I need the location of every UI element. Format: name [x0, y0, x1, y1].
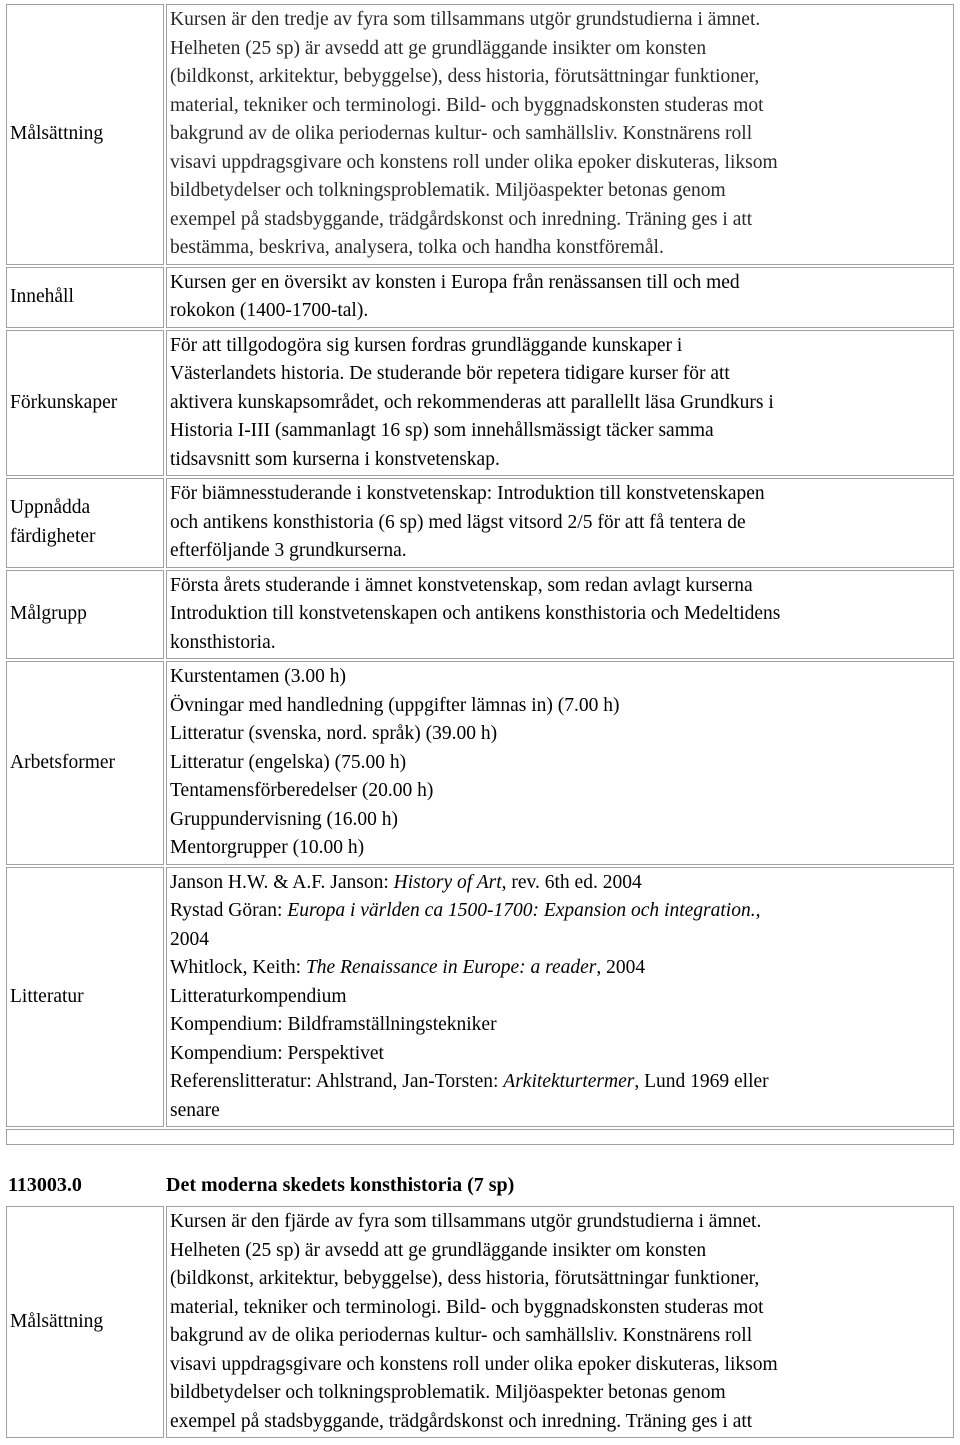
- text-line: Introduktion till konstvetenskapen och antikens konsthistoria och Medeltidens: [170, 603, 781, 624]
- course-title: Det moderna skedets konsthistoria (7 sp): [166, 1174, 515, 1196]
- reference-line: Whitlock, Keith: The Renaissance in Europe: a reader, 2004: [170, 957, 646, 978]
- text-line: Kursen är den tredje av fyra som tillsammans utgör grundstudierna i ämnet.: [170, 9, 761, 30]
- row-content: [166, 570, 954, 660]
- reference-line: Kompendium: Bildframställningstekniker: [170, 1014, 497, 1035]
- reference-line: Referenslitteratur: Ahlstrand, Jan-Torsten: Arkitekturtermer, Lund 1969 eller: [170, 1071, 769, 1092]
- row-label: [6, 478, 164, 568]
- text-line: Kurstentamen (3.00 h): [170, 666, 346, 687]
- text-line: Kursen är den fjärde av fyra som tillsammans utgör grundstudierna i ämnet.: [170, 1211, 762, 1232]
- reference-line: Janson H.W. & A.F. Janson: History of Art, rev. 6th ed. 2004: [170, 871, 642, 893]
- label-line: färdigheter: [10, 525, 96, 547]
- row-content: [166, 330, 954, 477]
- text-line: material, tekniker och terminologi. Bild- och byggnadskonsten studeras mot: [170, 94, 764, 116]
- row-litteratur: [6, 867, 954, 1128]
- text-line: Första årets studerande i ämnet konstvetenskap, som redan avlagt kurserna: [170, 574, 753, 596]
- text-line: visavi uppdragsgivare och konstens roll under olika epoker diskuteras, liksom: [170, 151, 778, 173]
- text-line: aktivera kunskapsområdet, och rekommenderas att parallellt läsa Grundkurs i: [170, 391, 774, 413]
- row-content: [166, 1206, 954, 1438]
- row-malgrupp: [6, 570, 954, 660]
- row-label: Arbetsformer: [6, 661, 164, 865]
- row-content: [166, 478, 954, 568]
- text-line: bildbetydelser och tolkningsproblematik. Miljöaspekter betonas genom: [170, 1382, 726, 1403]
- row-label: Målgrupp: [6, 570, 164, 660]
- text-line: Litteratur (svenska, nord. språk) (39.00 h): [170, 723, 498, 744]
- reference-line: senare: [170, 1099, 220, 1121]
- text-line: och antikens konsthistoria (6 sp) med lägst vitsord 2/5 för att få tentera de: [170, 511, 746, 533]
- empty-cell: [6, 1129, 954, 1145]
- text-line: efterföljande 3 grundkurserna.: [170, 540, 407, 561]
- text-line: exempel på stadsbyggande, trädgårdskonst och inredning. Träning ges i att: [170, 208, 753, 230]
- text-line: För biämnesstuderande i konstvetenskap: Introduktion till konstvetenskapen: [170, 483, 765, 504]
- text-line: Helheten (25 sp) är avsedd att ge grundläggande insikter om konsten: [170, 1239, 707, 1261]
- text-line: Gruppundervisning (16.00 h): [170, 808, 399, 830]
- text-line: tidsavsnitt som kurserna i konstvetenskap.: [170, 448, 500, 470]
- reference-line: Litteraturkompendium: [170, 985, 347, 1007]
- reference-line: Rystad Göran: Europa i världen ca 1500-1700: Expansion och integration.,: [170, 900, 761, 921]
- row-label: Målsättning: [6, 4, 164, 265]
- text-line: (bildkonst, arkitektur, bebyggelse), dess historia, förutsättningar funktioner,: [170, 66, 760, 87]
- row-malsattning: [6, 4, 954, 265]
- text-line: konsthistoria.: [170, 631, 276, 653]
- row-malsattning: [6, 1206, 954, 1438]
- text-line: Mentorgrupper (10.00 h): [170, 837, 365, 858]
- row-content: [166, 4, 954, 265]
- text-line: (bildkonst, arkitektur, bebyggelse), dess historia, förutsättningar funktioner,: [170, 1268, 760, 1289]
- label-line: Uppnådda: [10, 497, 91, 519]
- text-line: För att tillgodogöra sig kursen fordras grundläggande kunskaper i: [170, 334, 683, 356]
- course-code: 113003.0: [8, 1174, 82, 1196]
- row-content: [166, 267, 954, 328]
- text-line: exempel på stadsbyggande, trädgårdskonst och inredning. Träning ges i att: [170, 1410, 753, 1432]
- course-table-1: [4, 2, 956, 1147]
- course-table-2: [4, 1204, 956, 1440]
- reference-line: Kompendium: Perspektivet: [170, 1042, 384, 1064]
- text-line: rokokon (1400-1700-tal).: [170, 300, 369, 321]
- reference-line: 2004: [170, 928, 209, 950]
- text-line: Helheten (25 sp) är avsedd att ge grundläggande insikter om konsten: [170, 37, 707, 59]
- text-line: material, tekniker och terminologi. Bild- och byggnadskonsten studeras mot: [170, 1296, 764, 1318]
- text-line: Västerlandets historia. De studerande bör repetera tidigare kurser för att: [170, 363, 730, 384]
- text-line: Tentamensförberedelser (20.00 h): [170, 780, 434, 801]
- text-line: bakgrund av de olika periodernas kultur- och samhällsliv. Konstnärens roll: [170, 1325, 753, 1346]
- row-forkunskaper: [6, 330, 954, 477]
- row-label: Förkunskaper: [6, 330, 164, 477]
- row-content: [166, 661, 954, 865]
- row-label: Litteratur: [6, 867, 164, 1128]
- text-line: bestämma, beskriva, analysera, tolka och handha konstföremål.: [170, 237, 664, 258]
- empty-row: [6, 1129, 954, 1145]
- text-line: Kursen ger en översikt av konsten i Europa från renässansen till och med: [170, 271, 740, 293]
- row-label: Innehåll: [6, 267, 164, 328]
- row-innehall: [6, 267, 954, 328]
- row-uppnadda-fardigheter: [6, 478, 954, 568]
- text-line: bakgrund av de olika periodernas kultur- och samhällsliv. Konstnärens roll: [170, 123, 753, 144]
- row-arbetsformer: [6, 661, 954, 865]
- row-label: Målsättning: [6, 1206, 164, 1438]
- text-line: Övningar med handledning (uppgifter lämnas in) (7.00 h): [170, 694, 620, 716]
- text-line: visavi uppdragsgivare och konstens roll under olika epoker diskuteras, liksom: [170, 1353, 778, 1375]
- text-line: Historia I-III (sammanlagt 16 sp) som innehållsmässigt täcker samma: [170, 420, 714, 441]
- course-heading: [8, 1170, 952, 1200]
- text-line: bildbetydelser och tolkningsproblematik. Miljöaspekter betonas genom: [170, 180, 726, 201]
- text-line: Litteratur (engelska) (75.00 h): [170, 751, 407, 773]
- row-content: [166, 867, 954, 1128]
